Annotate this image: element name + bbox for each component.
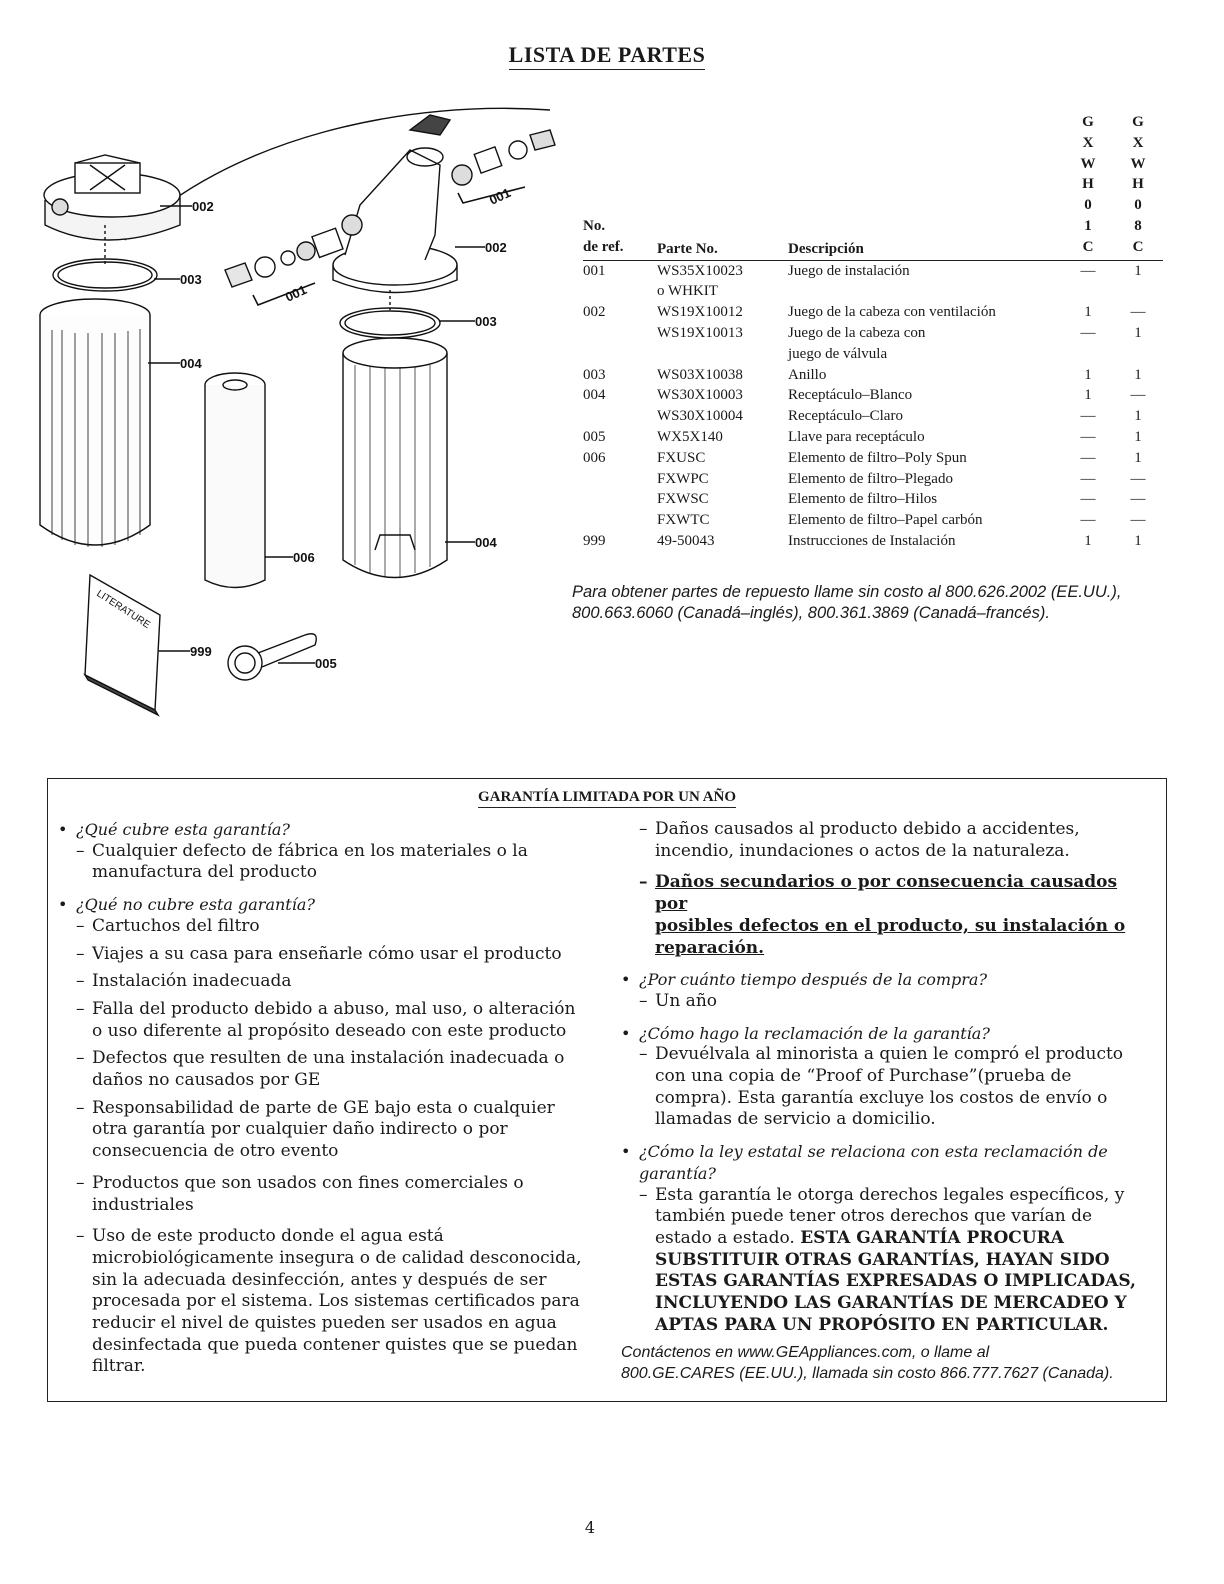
page-title: LISTA DE PARTES — [0, 42, 1214, 68]
table-row: WS30X10004 Receptáculo–Claro — 1 — [657, 408, 1142, 425]
table-row: 006 FXUSC Elemento de filtro–Poly Spun — 1 — [583, 449, 1142, 466]
exclusion-item: – Defectos que resulten de una instalación inadecuada o daños no causados por GE — [76, 1048, 565, 1091]
warranty-right-column — [621, 819, 1151, 1384]
header-description: Descripción — [788, 112, 1063, 260]
table-row: 004 WS30X10003 Receptáculo–Blanco 1 — — [583, 387, 1146, 404]
filter-cartridge — [205, 373, 265, 588]
assembly-arc — [125, 108, 550, 240]
left-head-cap — [44, 155, 180, 240]
exclusion-item: – Viajes a su casa para enseñarle cómo usar el producto — [76, 943, 562, 964]
callout-999: 999 — [190, 644, 212, 659]
callout-002-left: 002 — [192, 199, 214, 214]
callout-004-left: 004 — [180, 356, 202, 371]
callout-003-left: 003 — [180, 272, 202, 287]
page-number: 4 — [584, 1518, 596, 1537]
exclusion-item: – Cartuchos del filtro — [76, 915, 260, 936]
callout-006: 006 — [293, 550, 315, 565]
exclusion-item: – Productos que son usados con fines comerciales o industriales — [76, 1172, 524, 1215]
table-row: 003 WS03X10038 Anillo 1 1 — [583, 366, 1142, 383]
question-what-not-covers: • ¿Qué no cubre esta garantía? — [58, 894, 608, 916]
header-part-no: Parte No. — [657, 112, 788, 260]
exclusion-item: – Falla del producto debido a abuso, mal uso, o alteración o uso diferente al propósito deseado con este producto — [76, 998, 576, 1041]
exclusion-item: – Responsabilidad de parte de GE bajo esta o cualquier otra garantía por cualquier daño indirecto o por consecuencia de otro evento — [76, 1097, 555, 1162]
warranty-title: GARANTÍA LIMITADA POR UN AÑO — [48, 789, 1166, 806]
table-row: FXWSC Elemento de filtro–Hilos — — — [657, 491, 1146, 508]
question-state-law: • ¿Cómo la ley estatal se relaciona con esta reclamación de garantía? — [621, 1141, 1151, 1184]
callout-005: 005 — [315, 656, 337, 671]
table-row: o WHKIT — [657, 283, 718, 300]
callout-001-left: 001 — [282, 281, 309, 305]
exclusion-item: – Instalación inadecuada — [76, 971, 292, 992]
callout-004-right: 004 — [475, 535, 497, 550]
header-ref: No. de ref. — [583, 112, 657, 260]
right-head-cap — [333, 115, 457, 293]
literature-label: LITERATURE — [94, 588, 152, 632]
right-o-ring — [340, 308, 440, 338]
callout-001-right: 001 — [486, 184, 513, 208]
header-model-gxwh01c: G X W H 0 1 C — [1063, 112, 1113, 260]
exclusion-item: – Daños causados al producto debido a accidentes, incendio, inundaciones o actos de la naturaleza. — [639, 819, 1080, 861]
contact-info: Contáctenos en www.GEAppliances.com, o llame al 800.GE.CARES (EE.UU.), llamada sin costo 866.777.7627 (Canada). — [621, 1344, 1114, 1383]
left-fittings — [225, 228, 343, 287]
table-row: FXWPC Elemento de filtro–Plegado — — — [657, 470, 1146, 487]
table-row: 002 WS19X10012 Juego de la cabeza con ventilación 1 — — [583, 304, 1146, 321]
right-canister — [343, 338, 447, 578]
answer-how-to-claim: – Devuélvala al minorista a quien le compró el producto con una copia de “Proof of Purchase”(prueba de compra). Esta garantía excluye los costos de envío o llamadas de servicio a domicilio. — [639, 1044, 1124, 1130]
exclusion-item: – Uso de este producto donde el agua está microbiológicamente insegura o de calidad desconocida, sin la adecuada desinfección, antes y después de ser procesada por el sistema. Los sistemas certificados para reducir el nivel de quistes pueden ser usados en agua desinfectada que pueda contener quistes que se puedan filtrar. — [76, 1226, 582, 1377]
table-row: 001 WS35X10023 Juego de instalación — 1 — [583, 262, 1142, 279]
answer-what-covers: – Cualquier defecto de fábrica en los materiales o la manufactura del producto — [76, 840, 528, 883]
warranty-box — [47, 778, 1167, 1402]
housing-wrench — [228, 634, 316, 680]
exclusion-item-secondary-damages: – Daños secundarios o por consecuencia causados por posibles defectos en el producto, su instalación o reparación. — [639, 872, 1126, 958]
answer-how-long: – Un año — [639, 990, 717, 1011]
callout-003-right: 003 — [475, 314, 497, 329]
table-row: 999 49-50043 Instrucciones de Instalación 1 1 — [583, 532, 1142, 549]
answer-state-law: – Esta garantía le otorga derechos legales específicos, y también puede tener otros derechos que varían de estado a estado. ESTA GARANTÍA PROCURA SUBSTITUIR OTRAS GARANTÍAS, HAYAN SIDO ESTAS GARANTÍAS EXPRESADAS O IMPLICADAS, INCLUYENDO LAS GARANTÍAS DE MERCADEO Y APTAS PARA UN PROPÓSITO EN PARTICULAR. — [639, 1184, 1136, 1335]
question-how-long: • ¿Por cuánto tiempo después de la compra? — [621, 969, 1151, 991]
parts-illustration — [30, 95, 570, 720]
replacement-parts-note: Para obtener partes de repuesto llame sin costo al 800.626.2002 (EE.UU.), 800.663.6060 (Canadá–inglés), 800.361.3869 (Canadá–francés). — [572, 583, 1122, 622]
question-what-covers: • ¿Qué cubre esta garantía? — [58, 819, 608, 841]
table-row: WS19X10013 Juego de la cabeza con — 1 — [657, 324, 1142, 341]
table-row: 005 WX5X140 Llave para receptáculo — 1 — [583, 428, 1142, 445]
table-row: FXWTC Elemento de filtro–Papel carbón — — — [657, 512, 1146, 529]
header-model-gxwh08c: G X W H 0 8 C — [1113, 112, 1163, 260]
right-fittings — [452, 130, 555, 185]
left-canister — [40, 299, 150, 547]
warranty-left-column — [58, 819, 608, 1378]
callout-002-right: 002 — [485, 240, 507, 255]
table-row: juego de válvula — [788, 345, 888, 362]
question-how-to-claim: • ¿Cómo hago la reclamación de la garantía? — [621, 1023, 1151, 1045]
parts-table — [583, 112, 1163, 552]
